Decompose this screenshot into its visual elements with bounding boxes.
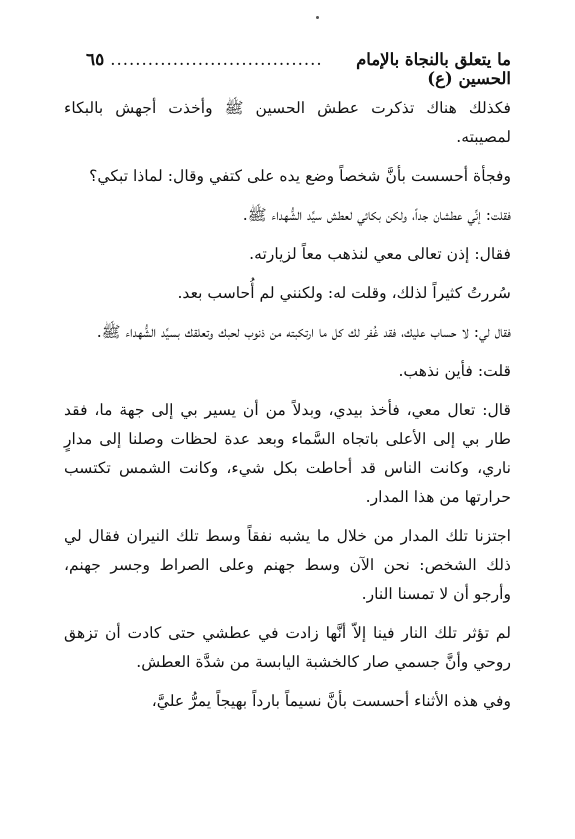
paragraph: قلت: فأين نذهب.: [398, 362, 511, 380]
paragraph: لم تؤثر تلك النار فينا إلاّ أنَّها زادت في عطشي حتى كادت أن تزهق روحي وأنَّ جسمي صار كالخشبة اليابسة من شدَّة العطش.: [64, 624, 511, 671]
paragraph: قال: تعال معي، فأخذ بيدي، وبدلاً من أن يسير بي إلى جهة ما، فقد طار بي إلى الأعلى باتجاه السَّماء وبعد عدة لحظات وصلنا إلى مدارٍ ناري، وكانت الناس قد أحاطت بكل شيء، وكانت الشمس تكتسب حرارتها من هذا المدار.: [64, 401, 511, 506]
paragraph: وفي هذه الأثناء أحسست بأنَّ نسيماً بارداً بهيجاً يمرُّ عليَّ،: [151, 692, 511, 710]
paragraph: وفجأة أحسست بأنَّ شخصاً وضع يده على كتفي وقال: لماذا تبكي؟: [89, 167, 511, 185]
paragraph: اجتزنا تلك المدار من خلال ما يشبه نفقاً وسط تلك النيران فقال لي ذلك الشخص: نحن الآن وسط جهنم وعلى الصراط وجسر جهنم، وأرجو أن لا تمسنا النار.: [64, 527, 511, 603]
scan-speck: [316, 16, 319, 19]
paragraph: فكذلك هناك تذكرت عطش الحسين ﷺ وأخذت أجهش بالبكاء لمصيبته.: [64, 99, 511, 146]
body-text: [64, 94, 511, 726]
paragraph: فقلت: إنِّي عطشان جداً، ولكن بكائي لعطش سيِّد الشُّهداء ﷺ.: [242, 206, 511, 224]
leader-dots: ..................................: [110, 50, 323, 69]
paragraph: فقال: إذن تعالى معي لنذهب معاً لزيارته.: [249, 245, 511, 263]
paragraph: فقال لي: لا حساب عليك، فقد غُفر لك كل ما ارتكبته من ذنوب لحبك وتعلقك بسيِّد الشُّهداء ﷺ.: [96, 323, 511, 341]
page-number: ٦٥: [86, 50, 105, 70]
paragraph: سُررتُ كثيراً لذلك، وقلت له: ولكنني لم أُحاسب بعد.: [177, 284, 511, 302]
running-header: [86, 50, 511, 88]
chapter-title: ما يتعلق بالنجاة بالإمام الحسين (ع): [356, 50, 511, 88]
